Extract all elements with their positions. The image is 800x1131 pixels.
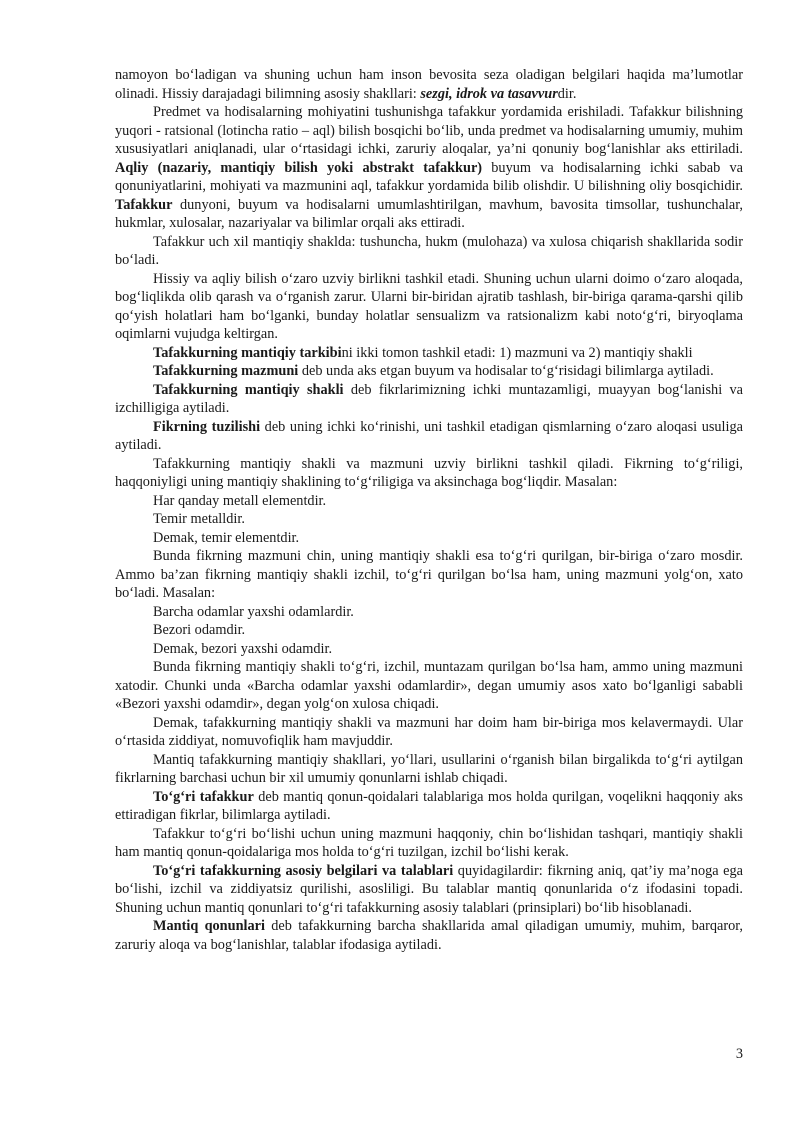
- paragraph: Bunda fikrning mazmuni chin, uning mantiqiy shakli esa to‘g‘ri qurilgan, bir-biriga o‘zaro mosdir. Ammo ba’zan fikrning mantiqiy shakli izchil, to‘g‘ri qurilgan bo‘lsa ham, uning mazmuni yolg‘on, xato bo‘ladi. Masalan:: [115, 548, 743, 601]
- paragraph: Fikrning tuzilishi deb uning ichki ko‘rinishi, uni tashkil etadigan qismlarning o‘zaro aloqasi usuliga aytiladi.: [115, 418, 744, 453]
- emphasis: sezgi, idrok va tasavvur: [420, 85, 558, 102]
- term: Tafakkurning mantiqiy tarkibi: [153, 344, 342, 361]
- example-line: Har qanday metall elementdir.: [153, 492, 327, 509]
- example-line: Demak, temir elementdir.: [153, 529, 300, 546]
- term: To‘g‘ri tafakkur: [153, 788, 254, 805]
- term: Mantiq qonunlari: [153, 918, 265, 934]
- paragraph: Tafakkur to‘g‘ri bo‘lishi uchun uning mazmuni haqqoniy, chin bo‘lishidan tashqari, mantiqiy shakli ham mantiq qonun-qoidalariga mos holda to‘g‘ri tuzilgan, izchil bo‘lishi kerak.: [115, 825, 743, 860]
- paragraph: Tafakkurning mantiqiy shakli deb fikrlarimizning ichki muntazamligi, muayyan bog‘lanishi va izchilligiga aytiladi.: [115, 381, 743, 416]
- paragraph: To‘g‘ri tafakkur deb mantiq qonun-qoidalari talablariga mos holda qurilgan, voqelikni haqqoniy aks ettiradigan fikrlar, bilimlarga aytiladi.: [115, 788, 744, 823]
- paragraph: Bunda fikrning mantiqiy shakli to‘g‘ri, izchil, muntazam qurilgan bo‘lsa ham, ammo uning mazmuni xatodir. Chunki unda «Barcha odamlar yaxshi odamlardir», degan umumiy asos xato bo‘lganligi sababli «Bezori yaxshi odamdir», degan yolg‘on xulosa chiqadi.: [115, 659, 743, 712]
- term: Tafakkurning mantiqiy shakli: [153, 381, 344, 398]
- paragraph: Mantiq qonunlari deb tafakkurning barcha shakllarida amal qiladigan umumiy, muhim, barqaror, zaruriy aloqa va bog‘lanishlar, talablar ifodasiga aytiladi.: [115, 918, 743, 953]
- example-line: Bezori odamdir.: [153, 622, 246, 638]
- term: Fikrning tuzilishi: [153, 418, 261, 435]
- paragraph: Tafakkurning mantiqiy tarkibini ikki tomon tashkil etadi: 1) mazmuni va 2) mantiqiy shakli: [153, 344, 693, 361]
- paragraph: Demak, tafakkurning mantiqiy shakli va mazmuni har doim ham bir-biriga mos kelavermaydi. Ular o‘rtasida ziddiyat, nomuvofiqlik ham mavjuddir.: [115, 714, 743, 749]
- paragraph: Tafakkur uch xil mantiqiy shaklda: tushuncha, hukm (mulohaza) va xulosa chiqarish shakllarida sodir bo‘ladi.: [115, 233, 743, 268]
- example-line: Demak, bezori yaxshi odamdir.: [153, 640, 333, 657]
- page-number: 3: [735, 1046, 743, 1062]
- term: Tafakkurning mazmuni: [153, 363, 299, 379]
- emphasis: Aqliy (nazariy, mantiqiy bilish yoki abstrakt tafakkur): [115, 159, 483, 176]
- emphasis: Tafakkur: [115, 196, 173, 213]
- example-line: Barcha odamlar yaxshi odamlardir.: [153, 603, 354, 620]
- document-page: [115, 66, 743, 954]
- paragraph: namoyon bo‘ladigan va shuning uchun ham inson bevosita seza oladigan belgilari haqida ma’lumotlar olinadi. Hissiy darajadagi bilimning asosiy shakllari: sezgi, idrok va tasavvurdir.: [115, 67, 743, 102]
- term: To‘g‘ri tafakkurning asosiy belgilari va talablari: [153, 862, 454, 879]
- paragraph: To‘g‘ri tafakkurning asosiy belgilari va talablari quyidagilardir: fikrning aniq, qat’iy ma’noga ega bo‘lishi, izchil va ziddiyatsiz qurilishi, asosliligi. Bu talablar mantiq qonunlarida o‘z ifodasini topadi. Shuning uchun mantiq qonunlari to‘g‘ri tafakkurning asosiy talablari (prinsiplari) bo‘lib hisoblanadi.: [115, 862, 743, 916]
- paragraph: Mantiq tafakkurning mantiqiy shakllari, yo‘llari, usullarini o‘rganish bilan birgalikda to‘g‘ri aytilgan fikrlarning barchasi uchun bir xil umumiy qonunlarni ishlab chiqadi.: [115, 751, 743, 786]
- example-line: Temir metalldir.: [153, 511, 245, 527]
- paragraph: Hissiy va aqliy bilish o‘zaro uzviy birlikni tashkil etadi. Shuning uchun ularni doimo o‘zaro aloqada, bog‘liqlikda olib qarash va o‘rganish zarur. Ularni bir-biridan ajratib tashlash, bir-biriga qarama-qarshi qilib qo‘yish holatlari ham bo‘lganki, bunday holatlar sensualizm va ratsionalizm kabi noto‘g‘ri, biryoqlama oqimlarni vujudga keltirgan.: [115, 270, 743, 342]
- paragraph: Tafakkurning mantiqiy shakli va mazmuni uzviy birlikni tashkil qiladi. Fikrning to‘g‘riligi, haqqoniyligi uning mantiqiy shaklining to‘g‘riligiga va aksinchaga bog‘liqdir. Masalan:: [115, 455, 743, 490]
- paragraph: Predmet va hodisalarning mohiyatini tushunishga tafakkur yordamida erishiladi. Tafakkur bilishning yuqori - ratsional (lotincha ratio – aql) bilish bosqichi bo‘lib, unda predmet va hodisalarning umumiy, muhim xususiyatlari aniqlanadi, ular o‘rtasidagi ichki, zaruriy aloqalar, ya’ni qonuniy bog‘lanishlar aks ettiriladi. Aqliy (nazariy, mantiqiy bilish yoki abstrakt tafakkur) buyum va hodisalarning ichki sabab va qonuniyatlarini, mohiyati va mazmunini aql, tafakkur yordamida bilib olishdir. U bilishning oliy bosqichidir. Tafakkur dunyoni, buyum va hodisalarni umumlashtirilgan, mavhum, bavosita timsollar, tushunchalar, hukmlar, xulosalar, nazariyalar va bilimlar orqali aks ettiradi.: [115, 104, 743, 231]
- paragraph: Tafakkurning mazmuni deb unda aks etgan buyum va hodisalar to‘g‘risidagi bilimlarga aytiladi.: [153, 363, 714, 379]
